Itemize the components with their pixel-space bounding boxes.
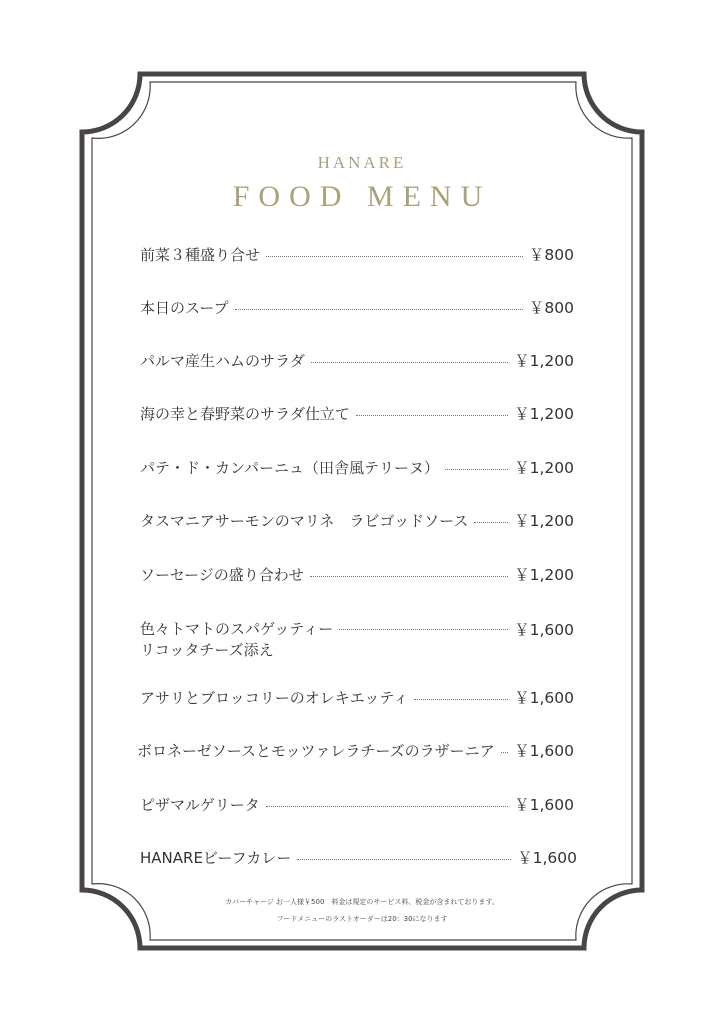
menu-item-name: アサリとブロッコリーのオレキエッティ	[140, 688, 409, 707]
menu-item	[140, 846, 577, 868]
leader-dots	[235, 309, 523, 310]
footer-note-last-order: フードメニューのラストオーダーは20：30になります	[276, 915, 448, 923]
menu-item-price: ￥1,600	[514, 621, 574, 639]
leader-dots	[414, 699, 508, 700]
menu-item-price: ￥1,600	[514, 796, 574, 814]
menu-item	[140, 509, 574, 531]
menu-item	[140, 456, 574, 478]
menu-item	[140, 402, 574, 424]
menu-item	[140, 686, 574, 708]
leader-dots	[297, 859, 511, 860]
leader-dots	[311, 362, 508, 363]
menu-item-name: ソーセージの盛り合わせ	[140, 565, 304, 584]
footer-note-cover-charge: カバーチャージ お一人様￥500 料金は規定のサービス料、税金が含まれております。	[225, 898, 499, 906]
leader-dots	[339, 629, 508, 630]
menu-item-price: ￥1,200	[514, 405, 574, 423]
menu-item-name: ピザマルゲリータ	[140, 795, 260, 814]
menu-subtitle: HANARE	[317, 153, 407, 172]
menu-item-name: HANAREビーフカレー	[140, 848, 292, 867]
menu-item-price: ￥1,200	[514, 459, 574, 477]
menu-item	[140, 243, 574, 265]
leader-dots	[356, 415, 508, 416]
menu-item-name: パルマ産生ハムのサラダ	[140, 351, 305, 370]
menu-item-price: ￥800	[528, 299, 574, 317]
leader-dots	[501, 752, 509, 753]
menu-item-name: タスマニアサーモンのマリネ ラビゴッドソース	[140, 511, 469, 530]
leader-dots	[445, 469, 508, 470]
menu-item-price: ￥1,200	[514, 512, 574, 530]
menu-item-name-line2: リコッタチーズ添え	[140, 641, 274, 659]
menu-item-price: ￥1,600	[514, 742, 574, 760]
menu-item-name: 前菜３種盛り合せ	[140, 245, 261, 264]
menu-item	[137, 739, 574, 761]
leader-dots	[474, 522, 508, 523]
menu-item-price: ￥1,600	[517, 849, 577, 867]
menu-item	[140, 296, 574, 318]
menu-item-name: 本日のスープ	[140, 298, 229, 317]
menu-item-name: 海の幸と春野菜のサラダ仕立て	[140, 404, 350, 423]
leader-dots	[266, 806, 508, 807]
menu-item-name: 色々トマトのスパゲッティー	[140, 620, 334, 638]
leader-dots	[310, 576, 508, 577]
menu-item-price: ￥1,200	[514, 566, 574, 584]
menu-item	[140, 618, 574, 662]
menu-item	[140, 349, 574, 371]
menu-item-price: ￥1,600	[514, 689, 574, 707]
menu-item-price: ￥1,200	[514, 352, 574, 370]
menu-item-name: ボロネーゼソースとモッツァレラチーズのラザーニア	[137, 741, 495, 760]
menu-item-name: パテ・ド・カンパーニュ（田舎風テリーヌ）	[140, 458, 439, 477]
leader-dots	[266, 256, 523, 257]
menu-item-price: ￥800	[528, 246, 574, 264]
menu-title: FOOD MENU	[232, 180, 492, 213]
menu-item	[140, 793, 574, 815]
menu-item	[140, 563, 574, 585]
